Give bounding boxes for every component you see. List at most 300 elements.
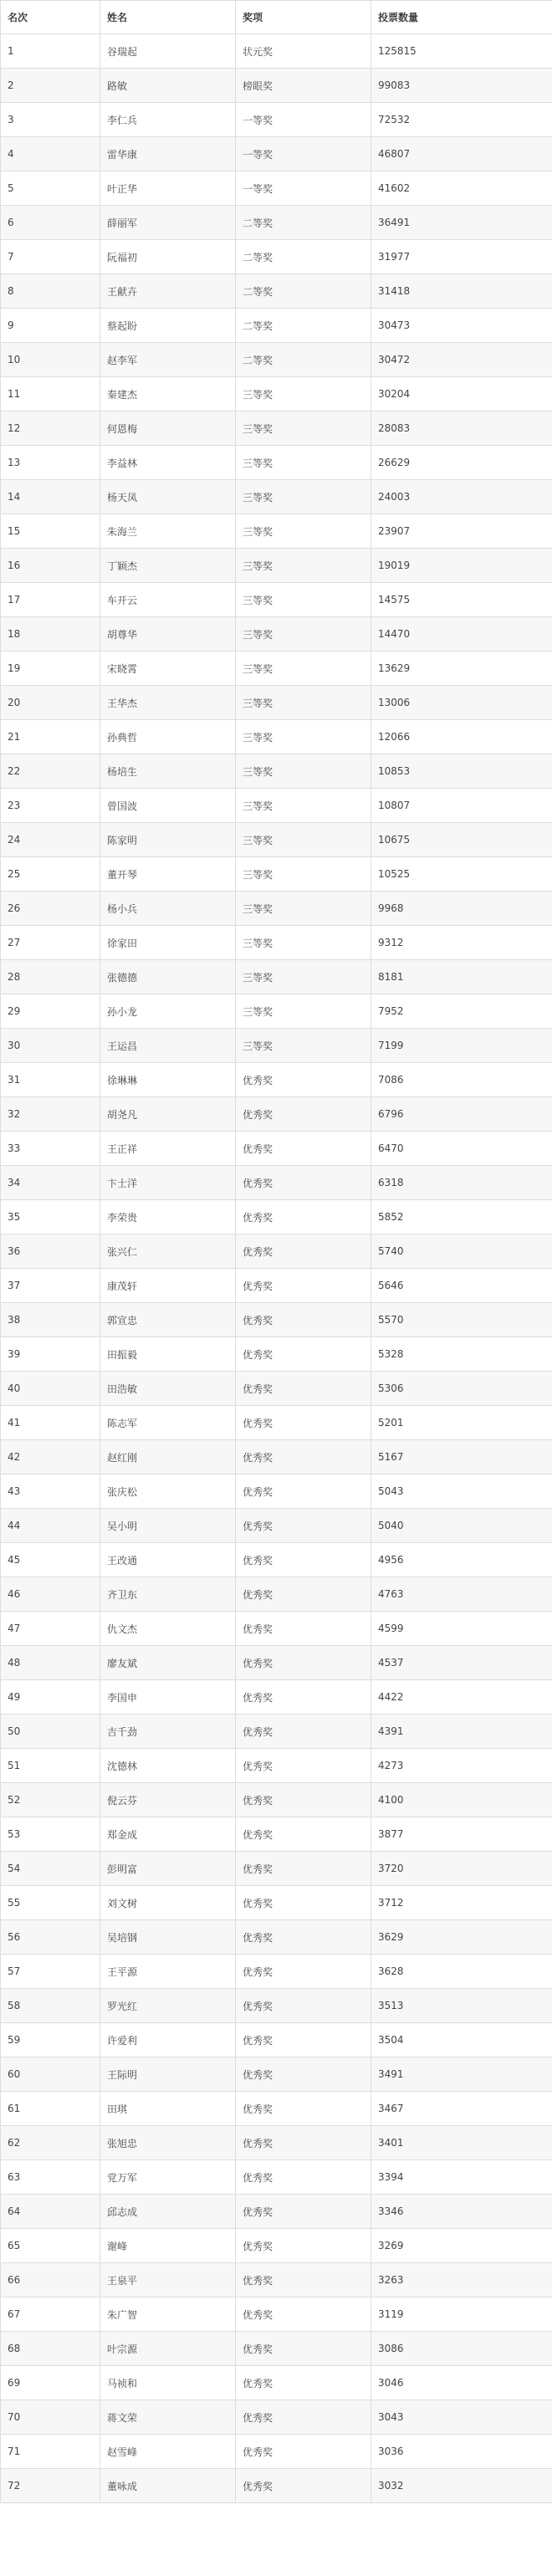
cell-name: 叶正华 [100,171,236,206]
cell-rank: 39 [1,1337,100,1372]
cell-votes: 4100 [371,1783,552,1817]
table-row [1,1680,552,1715]
table-row [1,1372,552,1406]
cell-award: 优秀奖 [236,2435,371,2469]
table-row [1,2195,552,2229]
cell-name: 陈志军 [100,1406,236,1440]
cell-award: 优秀奖 [236,1886,371,1920]
cell-name: 蔡起盼 [100,309,236,343]
cell-votes: 7952 [371,994,552,1029]
cell-rank: 70 [1,2400,100,2435]
cell-award: 二等奖 [236,343,371,377]
cell-name: 王运昌 [100,1029,236,1063]
cell-award: 优秀奖 [236,1234,371,1269]
table-row [1,1577,552,1612]
cell-votes: 12066 [371,720,552,754]
cell-name: 罗光红 [100,1989,236,2023]
cell-award: 一等奖 [236,103,371,137]
cell-rank: 63 [1,2160,100,2195]
cell-name: 倪云芬 [100,1783,236,1817]
cell-rank: 53 [1,1817,100,1852]
table-row [1,2023,552,2057]
cell-rank: 65 [1,2229,100,2263]
table-row [1,1852,552,1886]
cell-rank: 14 [1,480,100,514]
cell-votes: 5043 [371,1475,552,1509]
cell-votes: 30472 [371,343,552,377]
cell-votes: 6796 [371,1097,552,1132]
cell-votes: 41602 [371,171,552,206]
cell-award: 优秀奖 [236,1852,371,1886]
cell-rank: 10 [1,343,100,377]
cell-votes: 3269 [371,2229,552,2263]
cell-votes: 3491 [371,2057,552,2092]
cell-votes: 19019 [371,549,552,583]
cell-name: 李仁兵 [100,103,236,137]
table-row [1,2263,552,2297]
cell-award: 一等奖 [236,171,371,206]
cell-award: 优秀奖 [236,1063,371,1097]
cell-award: 优秀奖 [236,1303,371,1337]
cell-votes: 3394 [371,2160,552,2195]
cell-rank: 19 [1,652,100,686]
cell-votes: 99083 [371,69,552,103]
cell-rank: 46 [1,1577,100,1612]
table-row [1,2400,552,2435]
cell-name: 薛丽军 [100,206,236,240]
cell-name: 宋晓霄 [100,652,236,686]
cell-votes: 7199 [371,1029,552,1063]
cell-votes: 6318 [371,1166,552,1200]
cell-award: 二等奖 [236,274,371,309]
table-row [1,446,552,480]
cell-name: 朱广智 [100,2297,236,2332]
cell-rank: 6 [1,206,100,240]
cell-name: 马祯和 [100,2366,236,2400]
cell-votes: 31418 [371,274,552,309]
table-row [1,1543,552,1577]
table-body [1,34,552,2503]
cell-name: 吴培钢 [100,1920,236,1955]
table-row [1,1234,552,1269]
cell-award: 优秀奖 [236,2297,371,2332]
cell-name: 董咏成 [100,2469,236,2503]
table-row [1,857,552,892]
table-row [1,69,552,103]
cell-votes: 4599 [371,1612,552,1646]
cell-rank: 45 [1,1543,100,1577]
cell-votes: 5167 [371,1440,552,1475]
cell-rank: 68 [1,2332,100,2366]
cell-rank: 52 [1,1783,100,1817]
table-row [1,1783,552,1817]
cell-rank: 15 [1,514,100,549]
cell-votes: 24003 [371,480,552,514]
table-row [1,1886,552,1920]
cell-award: 优秀奖 [236,1475,371,1509]
cell-rank: 33 [1,1132,100,1166]
cell-votes: 125815 [371,34,552,69]
cell-award: 三等奖 [236,514,371,549]
table-row [1,1097,552,1132]
cell-votes: 4956 [371,1543,552,1577]
cell-award: 优秀奖 [236,1783,371,1817]
cell-name: 吴小明 [100,1509,236,1543]
table-row [1,754,552,789]
cell-award: 三等奖 [236,994,371,1029]
cell-rank: 58 [1,1989,100,2023]
cell-name: 李荣贵 [100,1200,236,1234]
cell-votes: 5040 [371,1509,552,1543]
cell-name: 董开琴 [100,857,236,892]
cell-name: 路敏 [100,69,236,103]
table-row [1,1646,552,1680]
table-row [1,514,552,549]
cell-name: 郑金成 [100,1817,236,1852]
cell-rank: 7 [1,240,100,274]
cell-award: 优秀奖 [236,2126,371,2160]
cell-name: 朱海兰 [100,514,236,549]
cell-rank: 55 [1,1886,100,1920]
cell-rank: 3 [1,103,100,137]
table-row [1,1817,552,1852]
table-row [1,926,552,960]
cell-award: 优秀奖 [236,1269,371,1303]
cell-name: 杨天凤 [100,480,236,514]
cell-rank: 31 [1,1063,100,1097]
header-row [1,1,552,34]
cell-name: 卞士洋 [100,1166,236,1200]
cell-votes: 5852 [371,1200,552,1234]
cell-award: 三等奖 [236,583,371,617]
cell-votes: 3086 [371,2332,552,2366]
cell-votes: 8181 [371,960,552,994]
cell-name: 陈家明 [100,823,236,857]
cell-votes: 14575 [371,583,552,617]
cell-name: 蒋文荣 [100,2400,236,2435]
cell-rank: 27 [1,926,100,960]
cell-award: 优秀奖 [236,2400,371,2435]
cell-rank: 16 [1,549,100,583]
cell-award: 三等奖 [236,823,371,857]
cell-rank: 1 [1,34,100,69]
table-row [1,2160,552,2195]
table-row [1,480,552,514]
cell-award: 二等奖 [236,309,371,343]
cell-rank: 71 [1,2435,100,2469]
table-row [1,411,552,446]
cell-rank: 61 [1,2092,100,2126]
table-row [1,2229,552,2263]
cell-rank: 20 [1,686,100,720]
cell-name: 王泉平 [100,2263,236,2297]
cell-award: 三等奖 [236,892,371,926]
cell-name: 孙小龙 [100,994,236,1029]
table-row [1,103,552,137]
table-row [1,2366,552,2400]
table-row [1,1989,552,2023]
cell-award: 优秀奖 [236,1440,371,1475]
cell-award: 优秀奖 [236,2092,371,2126]
cell-votes: 5646 [371,1269,552,1303]
cell-award: 优秀奖 [236,1989,371,2023]
cell-name: 康茂轩 [100,1269,236,1303]
cell-award: 优秀奖 [236,1680,371,1715]
cell-rank: 23 [1,789,100,823]
cell-award: 优秀奖 [236,2263,371,2297]
cell-votes: 3720 [371,1852,552,1886]
cell-votes: 3036 [371,2435,552,2469]
cell-name: 王改通 [100,1543,236,1577]
cell-votes: 3043 [371,2400,552,2435]
cell-award: 三等奖 [236,857,371,892]
table-row [1,549,552,583]
cell-rank: 5 [1,171,100,206]
cell-award: 优秀奖 [236,1200,371,1234]
cell-name: 胡尧凡 [100,1097,236,1132]
cell-rank: 40 [1,1372,100,1406]
cell-votes: 4537 [371,1646,552,1680]
cell-award: 榜眼奖 [236,69,371,103]
table-row [1,686,552,720]
cell-award: 三等奖 [236,652,371,686]
cell-rank: 13 [1,446,100,480]
cell-rank: 28 [1,960,100,994]
cell-rank: 32 [1,1097,100,1132]
cell-votes: 72532 [371,103,552,137]
cell-name: 徐琳琳 [100,1063,236,1097]
cell-rank: 29 [1,994,100,1029]
table-row [1,1715,552,1749]
table-row [1,652,552,686]
cell-rank: 67 [1,2297,100,2332]
cell-rank: 9 [1,309,100,343]
cell-award: 一等奖 [236,137,371,171]
cell-name: 张旭忠 [100,2126,236,2160]
cell-award: 优秀奖 [236,2195,371,2229]
cell-rank: 48 [1,1646,100,1680]
cell-award: 优秀奖 [236,2469,371,2503]
header-votes: 投票数量 [371,1,552,34]
cell-award: 优秀奖 [236,2057,371,2092]
cell-votes: 3629 [371,1920,552,1955]
cell-rank: 42 [1,1440,100,1475]
cell-rank: 59 [1,2023,100,2057]
table-row [1,583,552,617]
table-row [1,1337,552,1372]
table-row [1,1955,552,1989]
cell-votes: 7086 [371,1063,552,1097]
cell-rank: 24 [1,823,100,857]
cell-name: 叶宗源 [100,2332,236,2366]
table-row [1,2057,552,2092]
table-row [1,2435,552,2469]
cell-votes: 5328 [371,1337,552,1372]
cell-award: 优秀奖 [236,1715,371,1749]
table-row [1,1132,552,1166]
cell-name: 孙典哲 [100,720,236,754]
cell-votes: 3504 [371,2023,552,2057]
cell-votes: 36491 [371,206,552,240]
cell-name: 党万军 [100,2160,236,2195]
cell-award: 三等奖 [236,377,371,411]
cell-name: 田浩敏 [100,1372,236,1406]
cell-votes: 4273 [371,1749,552,1783]
cell-votes: 3046 [371,2366,552,2400]
table-row [1,789,552,823]
table-row [1,2469,552,2503]
table-row [1,1029,552,1063]
cell-votes: 3032 [371,2469,552,2503]
cell-award: 优秀奖 [236,1646,371,1680]
cell-award: 三等奖 [236,789,371,823]
cell-name: 李国申 [100,1680,236,1715]
cell-votes: 30204 [371,377,552,411]
cell-rank: 51 [1,1749,100,1783]
cell-votes: 3877 [371,1817,552,1852]
cell-votes: 3401 [371,2126,552,2160]
cell-rank: 17 [1,583,100,617]
cell-votes: 3346 [371,2195,552,2229]
cell-name: 谷瑞起 [100,34,236,69]
cell-votes: 4391 [371,1715,552,1749]
cell-award: 三等奖 [236,411,371,446]
cell-rank: 22 [1,754,100,789]
cell-rank: 25 [1,857,100,892]
table-row [1,1475,552,1509]
cell-votes: 5740 [371,1234,552,1269]
cell-rank: 49 [1,1680,100,1715]
cell-rank: 50 [1,1715,100,1749]
table-row [1,1749,552,1783]
cell-award: 优秀奖 [236,1543,371,1577]
header-rank: 名次 [1,1,100,34]
cell-award: 三等奖 [236,549,371,583]
cell-award: 优秀奖 [236,2229,371,2263]
cell-award: 优秀奖 [236,1612,371,1646]
cell-rank: 34 [1,1166,100,1200]
cell-name: 王际明 [100,2057,236,2092]
table-row [1,1269,552,1303]
cell-name: 仇文杰 [100,1612,236,1646]
table-row [1,1612,552,1646]
cell-rank: 12 [1,411,100,446]
cell-rank: 21 [1,720,100,754]
cell-name: 王献卉 [100,274,236,309]
cell-votes: 10807 [371,789,552,823]
cell-award: 优秀奖 [236,1097,371,1132]
cell-award: 优秀奖 [236,1749,371,1783]
cell-rank: 38 [1,1303,100,1337]
cell-award: 三等奖 [236,960,371,994]
cell-award: 优秀奖 [236,2332,371,2366]
cell-award: 三等奖 [236,480,371,514]
table-row [1,34,552,69]
cell-award: 三等奖 [236,926,371,960]
cell-votes: 4422 [371,1680,552,1715]
table-row [1,1509,552,1543]
cell-votes: 10675 [371,823,552,857]
cell-name: 胡尊华 [100,617,236,652]
cell-name: 许爱利 [100,2023,236,2057]
table-row [1,823,552,857]
cell-award: 三等奖 [236,720,371,754]
cell-votes: 28083 [371,411,552,446]
table-row [1,377,552,411]
cell-name: 王平源 [100,1955,236,1989]
cell-award: 三等奖 [236,754,371,789]
cell-name: 李益林 [100,446,236,480]
cell-votes: 10853 [371,754,552,789]
table-row [1,960,552,994]
table-row [1,2126,552,2160]
table-row [1,1063,552,1097]
cell-votes: 46807 [371,137,552,171]
cell-award: 优秀奖 [236,2160,371,2195]
cell-votes: 14470 [371,617,552,652]
table-row [1,1166,552,1200]
cell-award: 二等奖 [236,206,371,240]
table-row [1,1200,552,1234]
cell-award: 优秀奖 [236,1372,371,1406]
cell-award: 优秀奖 [236,1166,371,1200]
cell-name: 赵雪峰 [100,2435,236,2469]
cell-votes: 5570 [371,1303,552,1337]
cell-name: 沈德林 [100,1749,236,1783]
cell-rank: 62 [1,2126,100,2160]
table-row [1,1406,552,1440]
cell-award: 状元奖 [236,34,371,69]
cell-votes: 3263 [371,2263,552,2297]
cell-name: 丁颖杰 [100,549,236,583]
cell-award: 优秀奖 [236,1577,371,1612]
cell-rank: 66 [1,2263,100,2297]
cell-name: 车开云 [100,583,236,617]
table-row [1,2332,552,2366]
cell-name: 吉千劲 [100,1715,236,1749]
cell-award: 优秀奖 [236,1509,371,1543]
cell-award: 三等奖 [236,1029,371,1063]
table-row [1,274,552,309]
cell-name: 廖友斌 [100,1646,236,1680]
table-row [1,309,552,343]
cell-votes: 3119 [371,2297,552,2332]
cell-votes: 6470 [371,1132,552,1166]
cell-name: 张德德 [100,960,236,994]
cell-award: 三等奖 [236,686,371,720]
cell-award: 优秀奖 [236,1132,371,1166]
cell-rank: 30 [1,1029,100,1063]
cell-name: 彭明富 [100,1852,236,1886]
cell-rank: 72 [1,2469,100,2503]
cell-rank: 60 [1,2057,100,2092]
cell-votes: 9312 [371,926,552,960]
cell-name: 赵红刚 [100,1440,236,1475]
cell-rank: 56 [1,1920,100,1955]
cell-votes: 4763 [371,1577,552,1612]
cell-votes: 13006 [371,686,552,720]
cell-votes: 13629 [371,652,552,686]
cell-award: 三等奖 [236,617,371,652]
cell-award: 优秀奖 [236,2023,371,2057]
cell-name: 阮福初 [100,240,236,274]
cell-name: 杨小兵 [100,892,236,926]
table-row [1,617,552,652]
cell-name: 何恩梅 [100,411,236,446]
cell-name: 雷华康 [100,137,236,171]
cell-rank: 36 [1,1234,100,1269]
cell-rank: 47 [1,1612,100,1646]
